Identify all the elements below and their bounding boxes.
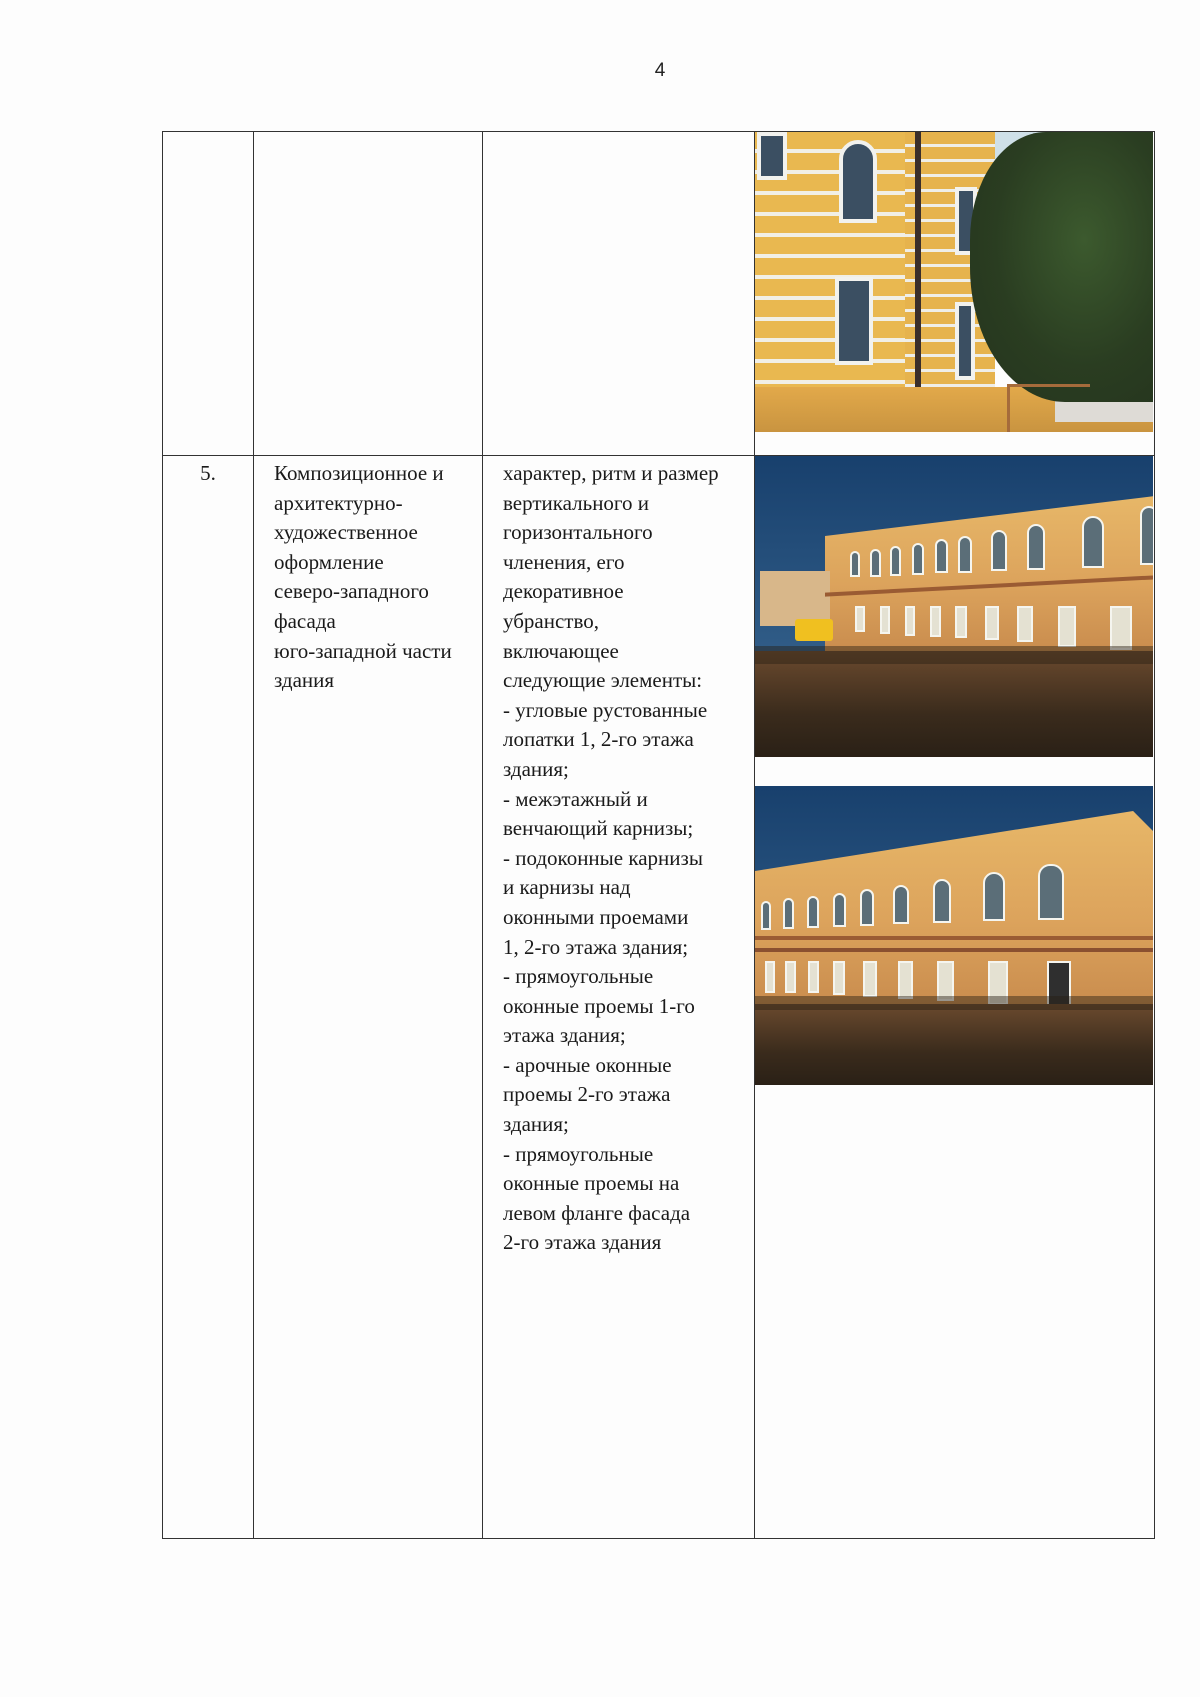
element-description-cell (483, 456, 755, 1539)
photo-cell (755, 456, 1155, 1539)
table-row (163, 132, 1155, 456)
row-number-cell: 5. (163, 456, 254, 1539)
element-name-cell (254, 132, 483, 456)
element-name-cell (254, 456, 483, 1539)
photo-yellow-facade-tree (755, 132, 1153, 432)
photo-northwest-facade-1 (755, 456, 1153, 757)
element-description: характер, ритм и размер вертикального и горизонтального членения, его декоративное убранство, включающее следующие элементы: - угловые рустованные лопатки 1, 2-го этажа здания; - межэтажный и венчающий карнизы; - подоконные карнизы и карнизы над оконными проемами 1, 2-го этажа здания; - прямоугольные оконные проемы 1-го этажа здания; - арочные оконные проемы 2-го этажа здания; - прямоугольные оконные проемы на левом фланге фасада 2-го этажа здания (503, 461, 719, 1255)
photo-cell (755, 132, 1155, 456)
element-name: Композиционное и архитектурно- художественное оформление северо-западного фасада юго-западной части здания (274, 461, 452, 693)
table-row (163, 456, 1155, 1539)
page-number: 4 (654, 60, 666, 81)
photo-northwest-facade-2 (755, 786, 1153, 1085)
row-number-cell (163, 132, 254, 456)
heritage-elements-table (162, 131, 1155, 1539)
element-description-cell (483, 132, 755, 456)
